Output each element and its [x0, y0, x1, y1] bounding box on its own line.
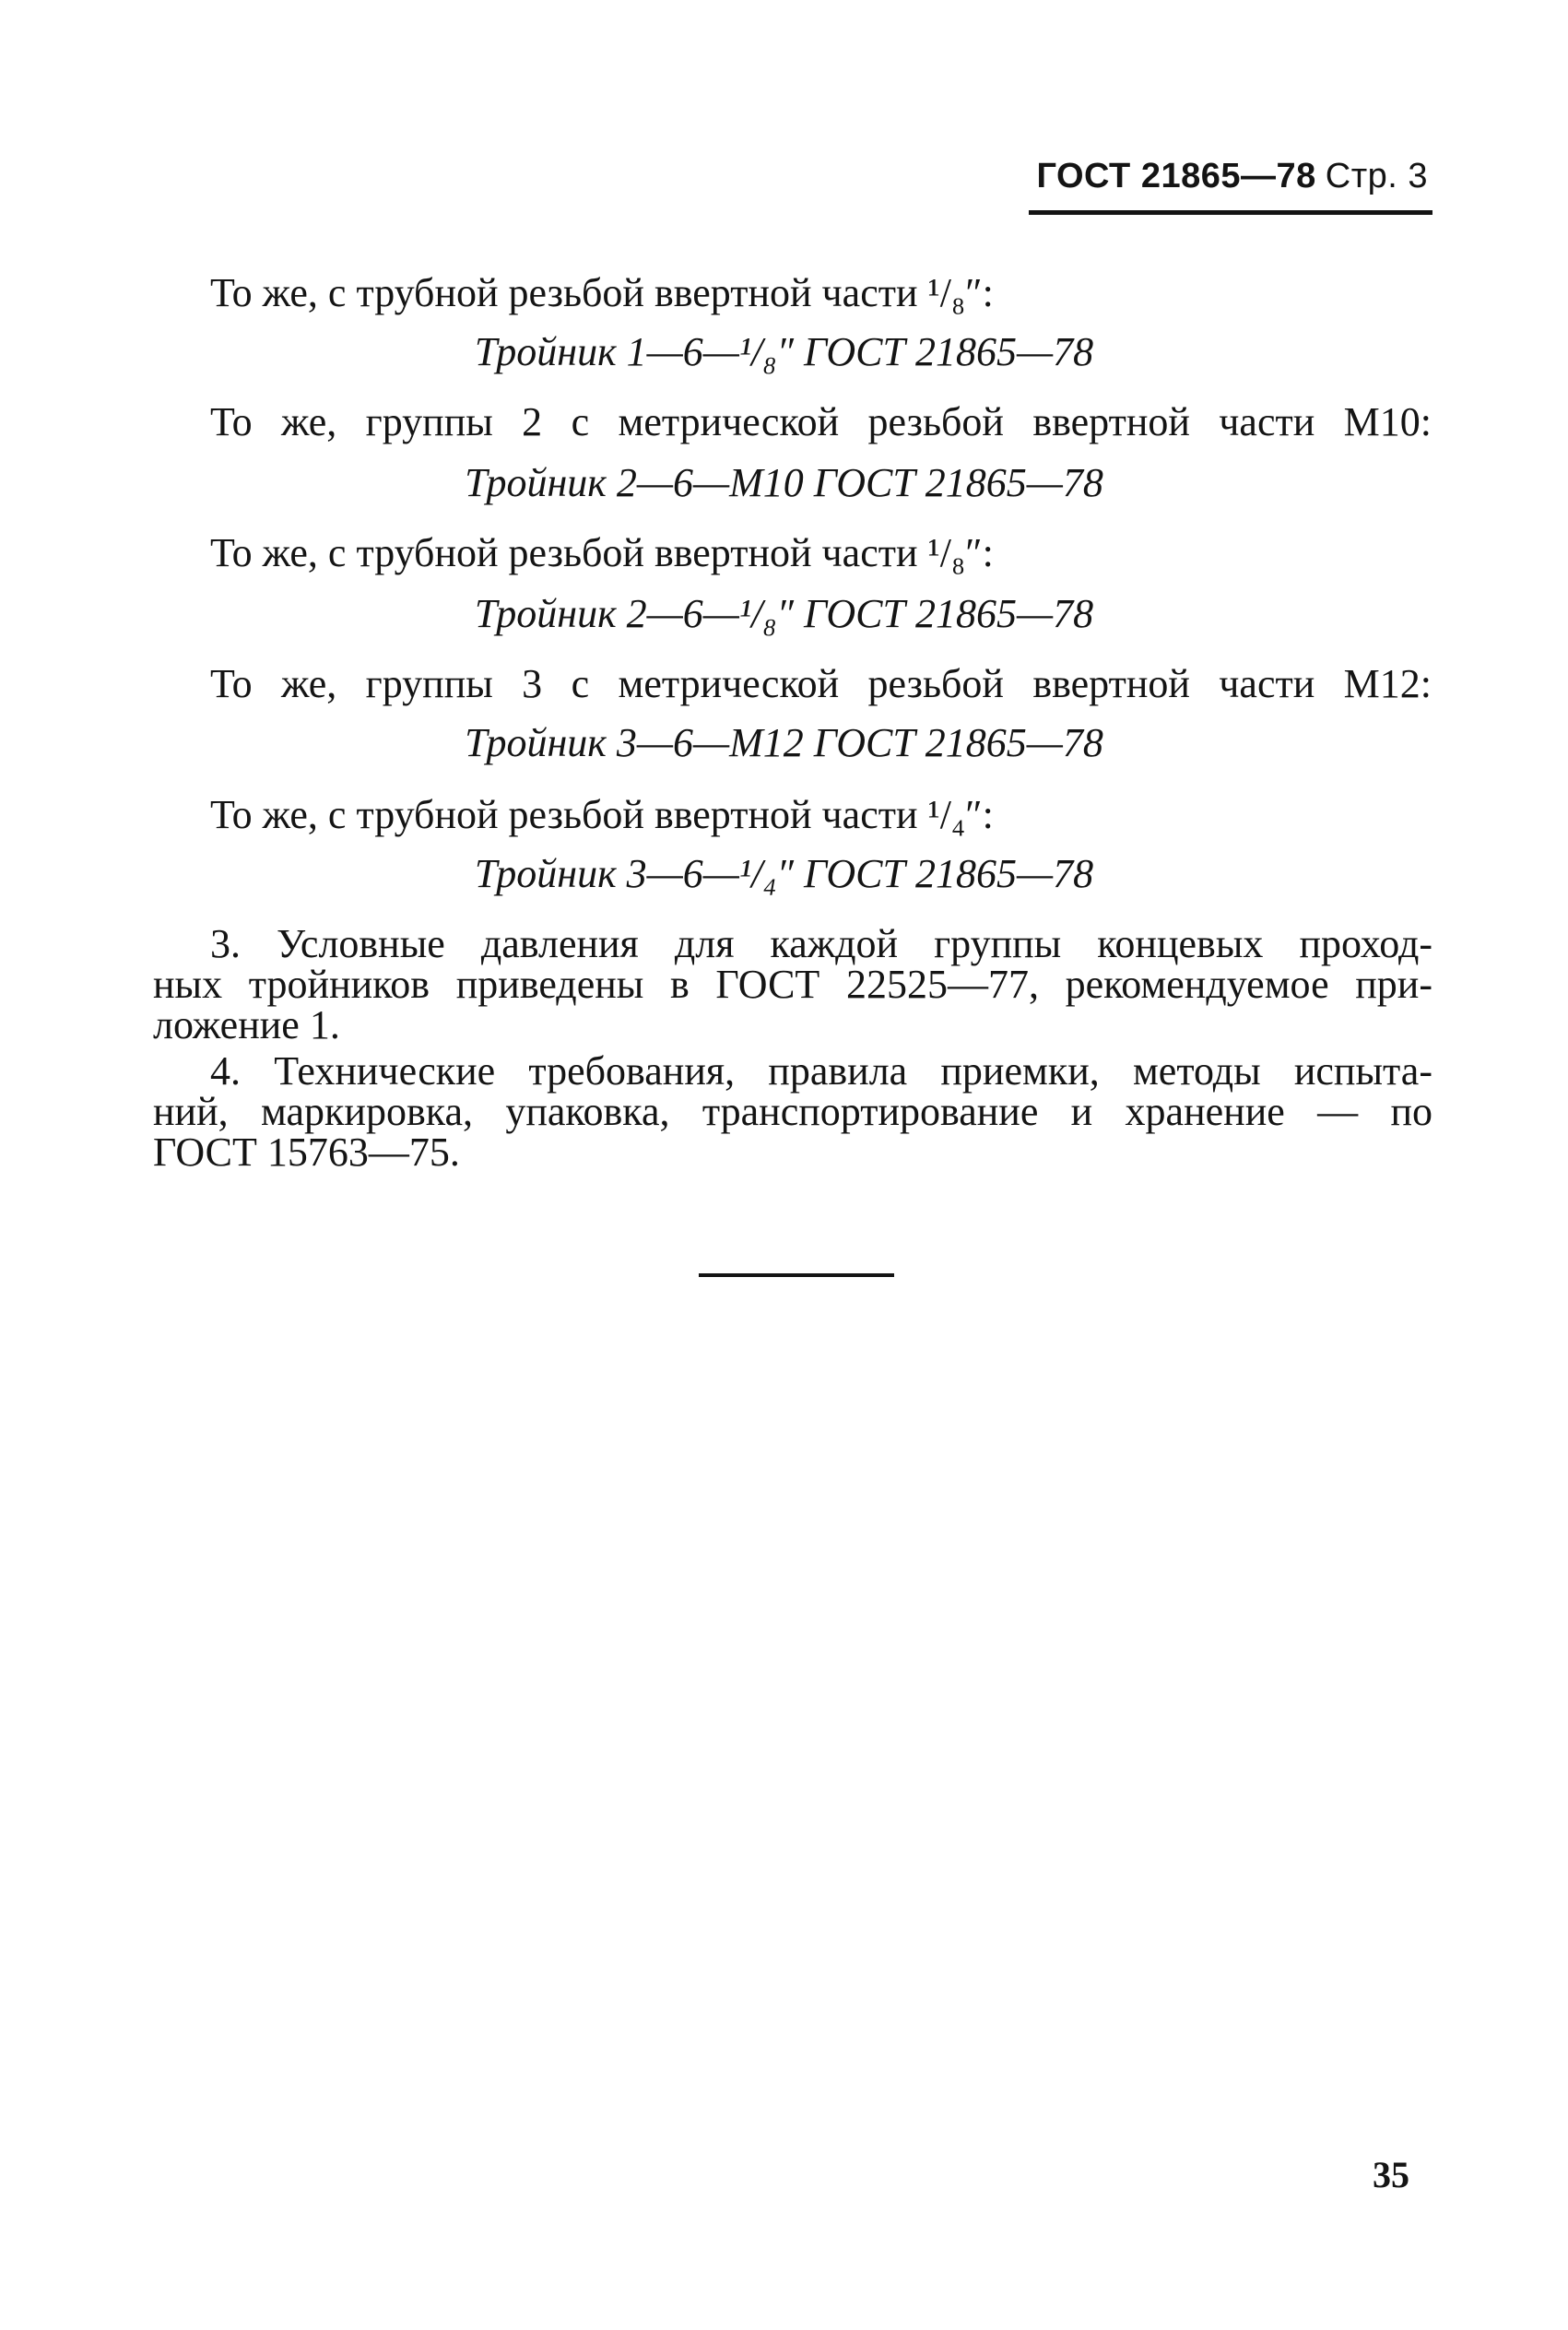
- designation-formula-2: Тройник 2—6—М10 ГОСТ 21865—78: [465, 460, 1103, 505]
- clause-4-line-2: ний, маркировка, упаковка, транспортирование и хранение — по: [153, 1089, 1432, 1134]
- designation-text-3: То же, с трубной резьбой ввертной части ¹/₈″:: [210, 530, 994, 575]
- designation-formula-4: Тройник 3—6—М12 ГОСТ 21865—78: [465, 720, 1103, 765]
- clause-3: [153, 921, 1432, 1047]
- page-number: 35: [1373, 2154, 1409, 2195]
- clause-4-line-3: ГОСТ 15763—75.: [153, 1130, 460, 1175]
- header-rule: [1029, 210, 1432, 215]
- designation-formula-3: Тройник 2—6—¹/₈″ ГОСТ 21865—78: [474, 591, 1094, 636]
- designation-formula-5: Тройник 3—6—¹/₄″ ГОСТ 21865—78: [474, 851, 1094, 896]
- clause-4: [153, 1048, 1432, 1175]
- running-header: [1036, 157, 1428, 196]
- clause-3-line-2: ных тройников приведены в ГОСТ 22525—77, рекомендуемое при-: [153, 962, 1432, 1007]
- clause-3-line-3: ложение 1.: [153, 1002, 340, 1047]
- clause-3-line-1: 3. Условные давления для каждой группы концевых проход-: [210, 921, 1432, 966]
- header-page-ref: Стр. 3: [1325, 157, 1428, 195]
- designation-text-4: То же, группы 3 с метрической резьбой ввертной части М12:: [210, 661, 1432, 706]
- designation-text-2: То же, группы 2 с метрической резьбой ввертной части М10:: [210, 399, 1432, 444]
- designation-formula-1: Тройник 1—6—¹/₈″ ГОСТ 21865—78: [474, 329, 1094, 374]
- designation-text-1: То же, с трубной резьбой ввертной части ¹/₈″:: [210, 270, 994, 315]
- clause-4-line-1: 4. Технические требования, правила приемки, методы испыта-: [210, 1048, 1432, 1094]
- header-standard: ГОСТ 21865—78: [1036, 157, 1316, 195]
- end-of-text-rule: [699, 1273, 894, 1277]
- designation-text-5: То же, с трубной резьбой ввертной части ¹/₄″:: [210, 792, 994, 837]
